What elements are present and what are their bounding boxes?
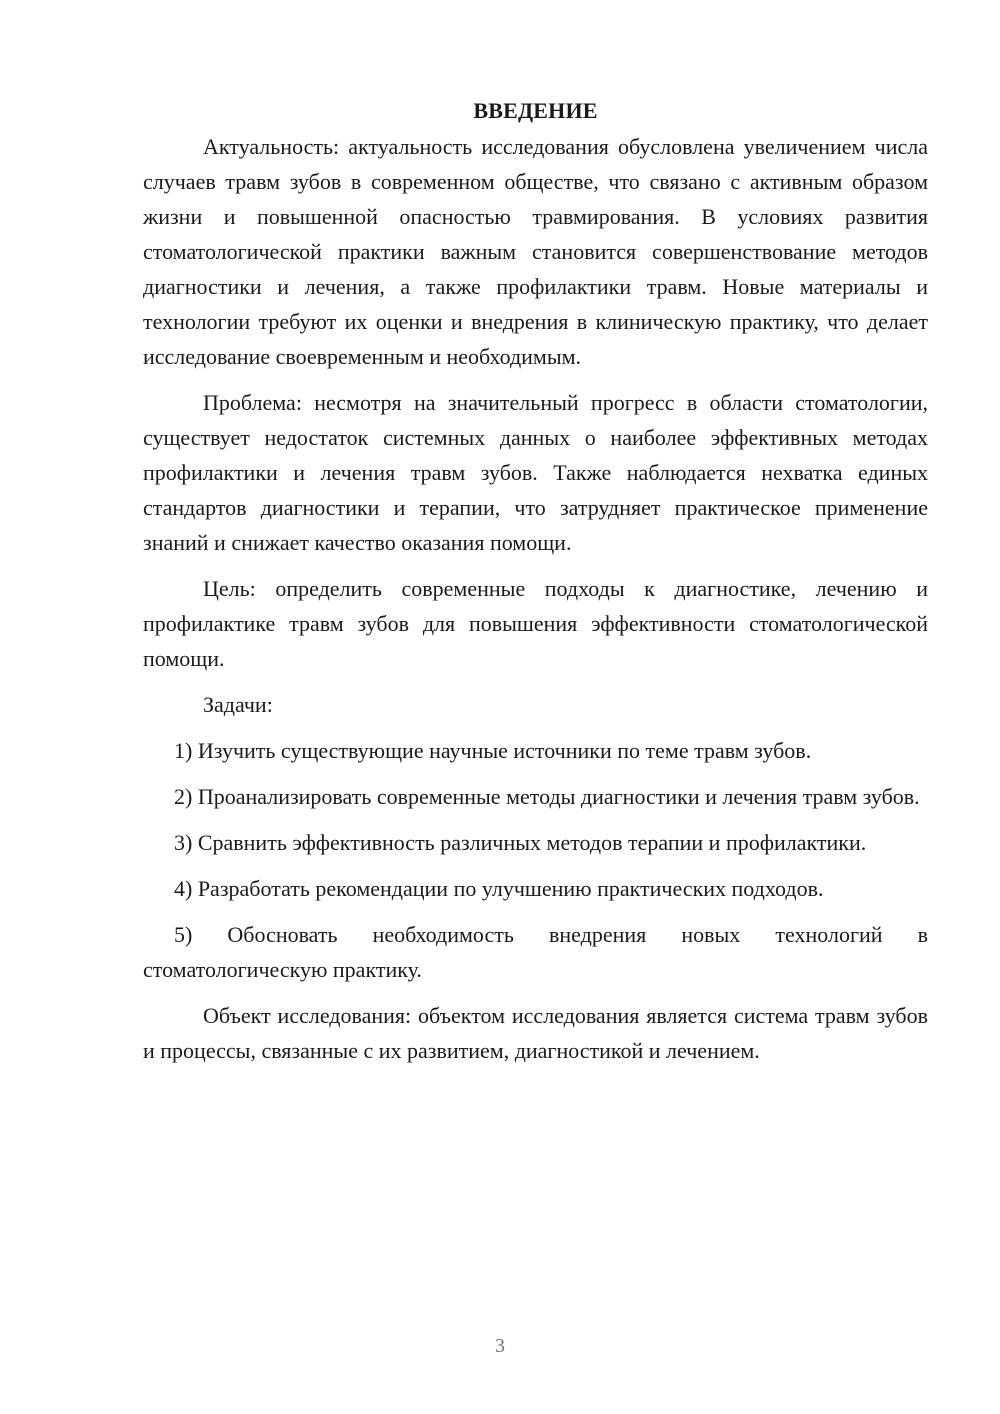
- task-item: 2) Проанализировать современные методы диагностики и лечения травм зубов.: [174, 784, 920, 809]
- object-paragraph: Объект исследования: объектом исследования является система травм зубов и процессы, связанные с их развитием, диагностикой и лечением.: [143, 1003, 928, 1063]
- goal-paragraph: Цель: определить современные подходы к диагностике, лечению и профилактике травм зубов для повышения эффективности стоматологической помощи.: [143, 576, 928, 671]
- tasks-heading: Задачи:: [203, 692, 273, 717]
- problem-paragraph: Проблема: несмотря на значительный прогресс в области стоматологии, существует недостаток системных данных о наиболее эффективных методах профилактики и лечения травм зубов. Также наблюдается нехватка единых стандартов диагностики и терапии, что затрудняет практическое применение знаний и снижает качество оказания помощи.: [143, 390, 928, 555]
- task-item: 1) Изучить существующие научные источники по теме травм зубов.: [174, 738, 812, 763]
- relevance-paragraph: Актуальность: актуальность исследования обусловлена увеличением числа случаев травм зубов в современном обществе, что связано с активным образом жизни и повышенной опасностью травмирования. В условиях развития стоматологической практики важным становится совершенствование методов диагностики и лечения, а также профилактики травм. Новые материалы и технологии требуют их оценки и внедрения в клиническую практику, что делает исследование своевременным и необходимым.: [143, 134, 928, 369]
- page-content: [143, 93, 928, 1079]
- section-title: ВВЕДЕНИЕ: [473, 98, 598, 123]
- task-item: 4) Разработать рекомендации по улучшению практических подходов.: [174, 876, 824, 901]
- task-item: 3) Сравнить эффективность различных методов терапии и профилактики.: [174, 830, 867, 855]
- page-number: 3: [495, 1335, 505, 1357]
- task-item: 5) Обосновать необходимость внедрения новых технологий в стоматологическую практику.: [143, 922, 928, 982]
